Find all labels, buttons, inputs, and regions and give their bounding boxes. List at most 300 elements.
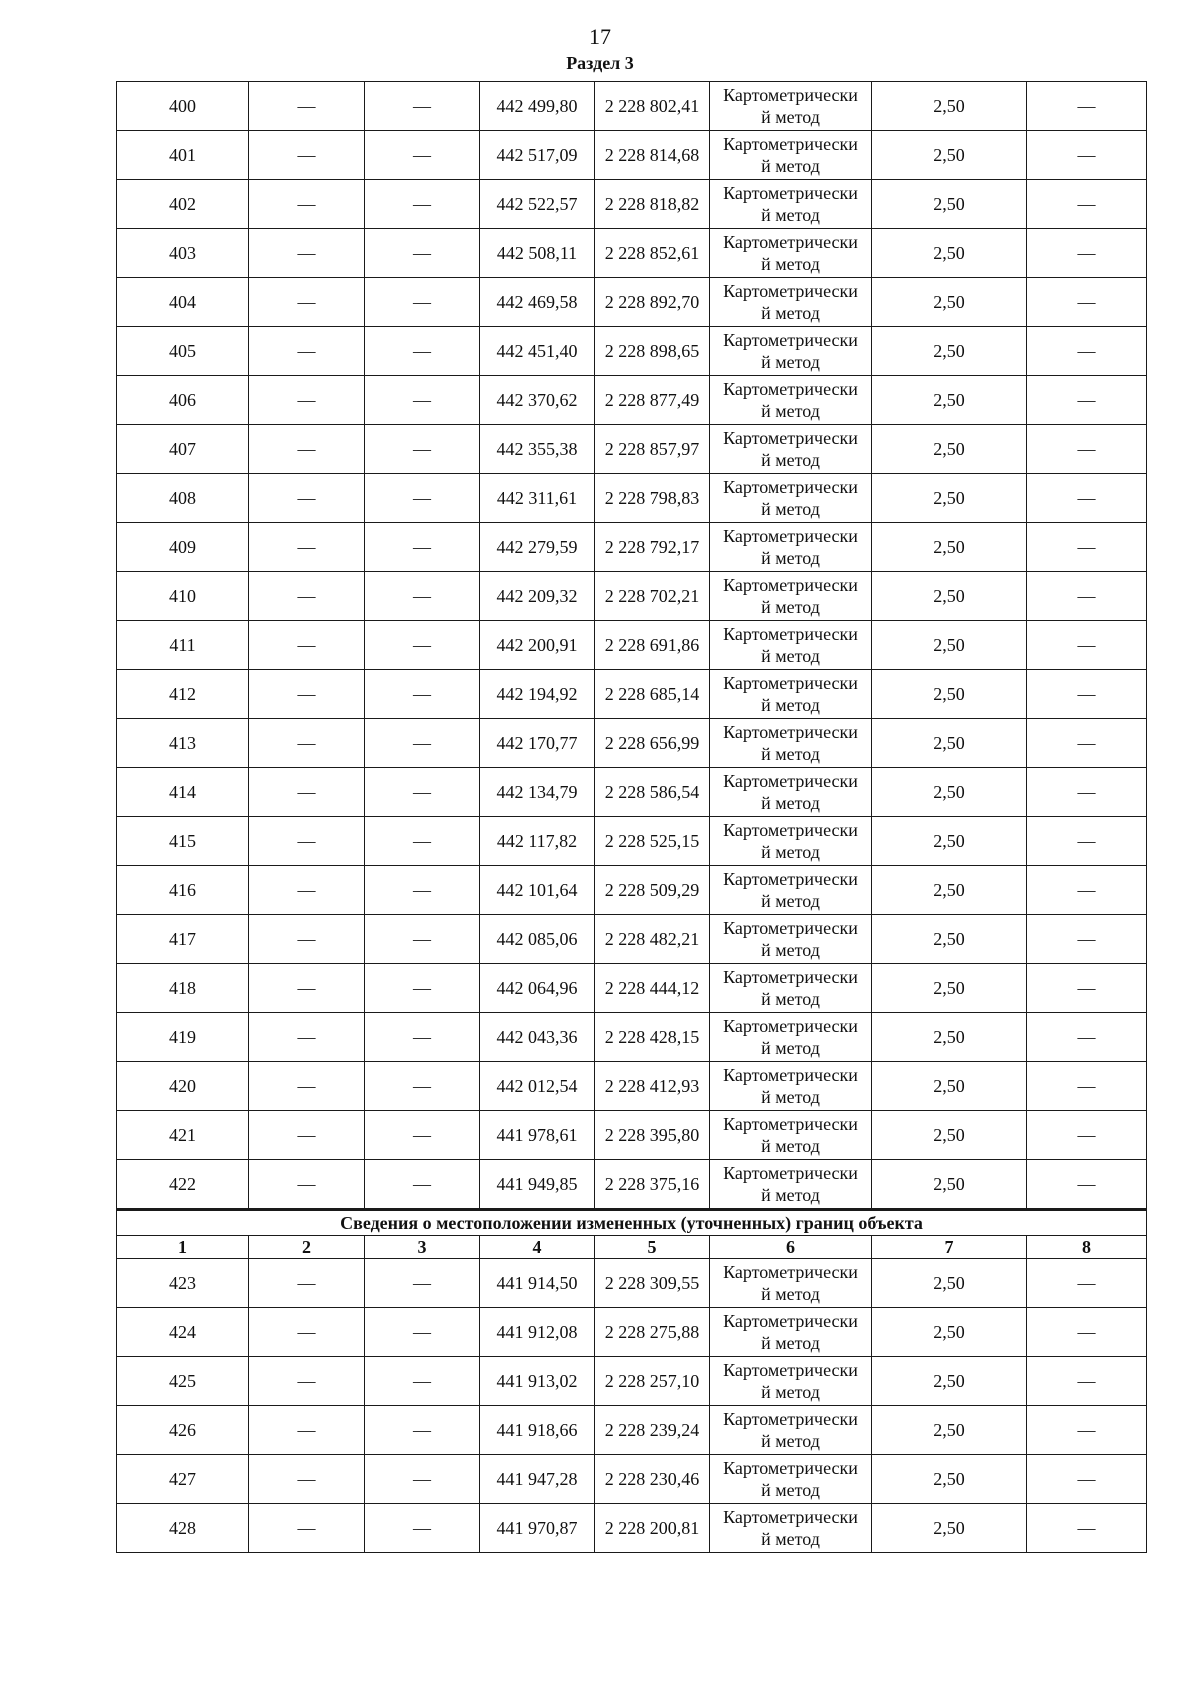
coordinate-y: 2 228 275,88 [595, 1308, 710, 1357]
coordinate-x: 442 279,59 [480, 523, 595, 572]
dash-cell: — [365, 719, 480, 768]
accuracy-value: 2,50 [872, 768, 1027, 817]
method-cell [710, 523, 872, 572]
point-number: 421 [117, 1111, 249, 1160]
method-line: Картометрически [723, 624, 858, 644]
method-cell [710, 915, 872, 964]
method-line: й метод [761, 1087, 820, 1107]
method-line: Картометрически [723, 1163, 858, 1183]
method-line: й метод [761, 548, 820, 568]
table-row [117, 1357, 1147, 1406]
dash-cell: — [365, 1062, 480, 1111]
accuracy-value: 2,50 [872, 1406, 1027, 1455]
coordinate-y: 2 228 656,99 [595, 719, 710, 768]
accuracy-value: 2,50 [872, 180, 1027, 229]
point-number: 425 [117, 1357, 249, 1406]
dash-cell: — [1027, 82, 1147, 131]
dash-cell: — [1027, 523, 1147, 572]
table-row [117, 621, 1147, 670]
dash-cell: — [249, 376, 365, 425]
coordinate-x: 442 043,36 [480, 1013, 595, 1062]
method-cell [710, 1406, 872, 1455]
point-number: 420 [117, 1062, 249, 1111]
dash-cell: — [365, 180, 480, 229]
dash-cell: — [1027, 1111, 1147, 1160]
accuracy-value: 2,50 [872, 474, 1027, 523]
point-number: 401 [117, 131, 249, 180]
method-line: Картометрически [723, 379, 858, 399]
dash-cell: — [1027, 474, 1147, 523]
dash-cell: — [1027, 1357, 1147, 1406]
dash-cell: — [249, 523, 365, 572]
point-number: 404 [117, 278, 249, 327]
point-number: 426 [117, 1406, 249, 1455]
method-cell [710, 866, 872, 915]
coordinate-y: 2 228 702,21 [595, 572, 710, 621]
method-line: й метод [761, 205, 820, 225]
method-line: й метод [761, 1333, 820, 1353]
point-number: 413 [117, 719, 249, 768]
dash-cell: — [365, 915, 480, 964]
dash-cell: — [365, 474, 480, 523]
dash-cell: — [249, 180, 365, 229]
point-number: 411 [117, 621, 249, 670]
method-line: й метод [761, 940, 820, 960]
table-row [117, 915, 1147, 964]
coordinate-y: 2 228 239,24 [595, 1406, 710, 1455]
point-number: 423 [117, 1259, 249, 1308]
coordinate-x: 442 194,92 [480, 670, 595, 719]
point-number: 428 [117, 1504, 249, 1553]
coordinate-y: 2 228 857,97 [595, 425, 710, 474]
group-header [117, 1210, 1147, 1259]
dash-cell: — [249, 229, 365, 278]
method-cell [710, 1357, 872, 1406]
column-number: 4 [480, 1236, 595, 1259]
coordinates-table [116, 81, 1147, 1553]
dash-cell: — [365, 768, 480, 817]
accuracy-value: 2,50 [872, 719, 1027, 768]
method-cell [710, 474, 872, 523]
point-number: 406 [117, 376, 249, 425]
coordinate-x: 442 085,06 [480, 915, 595, 964]
method-line: й метод [761, 1529, 820, 1549]
coordinate-x: 441 970,87 [480, 1504, 595, 1553]
method-line: Картометрически [723, 134, 858, 154]
method-line: Картометрически [723, 869, 858, 889]
table-row [117, 1406, 1147, 1455]
method-line: й метод [761, 107, 820, 127]
accuracy-value: 2,50 [872, 621, 1027, 670]
dash-cell: — [1027, 1455, 1147, 1504]
method-cell [710, 278, 872, 327]
method-line: Картометрически [723, 281, 858, 301]
dash-cell: — [365, 572, 480, 621]
table-row [117, 1013, 1147, 1062]
table-row [117, 1160, 1147, 1210]
method-line: Картометрически [723, 1360, 858, 1380]
coordinate-y: 2 228 200,81 [595, 1504, 710, 1553]
column-number: 8 [1027, 1236, 1147, 1259]
table-row [117, 278, 1147, 327]
dash-cell: — [249, 278, 365, 327]
dash-cell: — [249, 1013, 365, 1062]
column-number: 2 [249, 1236, 365, 1259]
point-number: 409 [117, 523, 249, 572]
dash-cell: — [249, 1111, 365, 1160]
dash-cell: — [249, 866, 365, 915]
coordinate-y: 2 228 230,46 [595, 1455, 710, 1504]
dash-cell: — [1027, 621, 1147, 670]
coordinate-y: 2 228 444,12 [595, 964, 710, 1013]
dash-cell: — [249, 327, 365, 376]
accuracy-value: 2,50 [872, 1455, 1027, 1504]
table-row [117, 670, 1147, 719]
dash-cell: — [1027, 1013, 1147, 1062]
dash-cell: — [249, 1062, 365, 1111]
dash-cell: — [365, 1455, 480, 1504]
point-number: 422 [117, 1160, 249, 1210]
accuracy-value: 2,50 [872, 376, 1027, 425]
dash-cell: — [249, 1259, 365, 1308]
coordinate-x: 442 522,57 [480, 180, 595, 229]
coordinate-y: 2 228 798,83 [595, 474, 710, 523]
group-heading: Сведения о местоположении измененных (уточненных) границ объекта [117, 1210, 1147, 1236]
dash-cell: — [249, 768, 365, 817]
method-line: Картометрически [723, 967, 858, 987]
method-cell [710, 1455, 872, 1504]
method-line: й метод [761, 1284, 820, 1304]
table-row [117, 719, 1147, 768]
accuracy-value: 2,50 [872, 915, 1027, 964]
point-number: 417 [117, 915, 249, 964]
coordinate-y: 2 228 482,21 [595, 915, 710, 964]
dash-cell: — [1027, 1406, 1147, 1455]
dash-cell: — [1027, 915, 1147, 964]
method-line: Картометрически [723, 722, 858, 742]
coordinate-x: 441 947,28 [480, 1455, 595, 1504]
method-cell [710, 1160, 872, 1210]
coordinate-y: 2 228 877,49 [595, 376, 710, 425]
table-row [117, 1111, 1147, 1160]
method-line: Картометрически [723, 1311, 858, 1331]
method-cell [710, 1062, 872, 1111]
dash-cell: — [249, 1504, 365, 1553]
coordinate-x: 441 978,61 [480, 1111, 595, 1160]
method-cell [710, 180, 872, 229]
coordinate-x: 441 912,08 [480, 1308, 595, 1357]
table-row [117, 572, 1147, 621]
dash-cell: — [249, 817, 365, 866]
dash-cell: — [365, 425, 480, 474]
dash-cell: — [365, 229, 480, 278]
coordinate-y: 2 228 395,80 [595, 1111, 710, 1160]
point-number: 424 [117, 1308, 249, 1357]
table-row [117, 817, 1147, 866]
method-line: й метод [761, 842, 820, 862]
dash-cell: — [249, 131, 365, 180]
coordinate-x: 442 370,62 [480, 376, 595, 425]
method-line: Картометрически [723, 1262, 858, 1282]
method-line: Картометрически [723, 575, 858, 595]
table-row [117, 1455, 1147, 1504]
method-line: Картометрически [723, 1409, 858, 1429]
dash-cell: — [249, 1357, 365, 1406]
coordinate-x: 441 914,50 [480, 1259, 595, 1308]
coordinate-x: 442 012,54 [480, 1062, 595, 1111]
point-number: 403 [117, 229, 249, 278]
table-row [117, 523, 1147, 572]
table-body-before [117, 82, 1147, 1210]
accuracy-value: 2,50 [872, 1504, 1027, 1553]
method-line: Картометрически [723, 1016, 858, 1036]
method-line: й метод [761, 646, 820, 666]
method-cell [710, 964, 872, 1013]
dash-cell: — [1027, 866, 1147, 915]
dash-cell: — [249, 425, 365, 474]
coordinate-y: 2 228 818,82 [595, 180, 710, 229]
dash-cell: — [1027, 572, 1147, 621]
coordinate-x: 442 469,58 [480, 278, 595, 327]
coordinate-x: 442 355,38 [480, 425, 595, 474]
column-numbers-row [117, 1236, 1147, 1259]
point-number: 412 [117, 670, 249, 719]
dash-cell: — [1027, 1259, 1147, 1308]
dash-cell: — [365, 621, 480, 670]
method-line: й метод [761, 793, 820, 813]
accuracy-value: 2,50 [872, 82, 1027, 131]
method-line: й метод [761, 695, 820, 715]
column-number: 5 [595, 1236, 710, 1259]
table-row [117, 82, 1147, 131]
dash-cell: — [365, 278, 480, 327]
dash-cell: — [365, 131, 480, 180]
method-line: й метод [761, 1431, 820, 1451]
method-cell [710, 131, 872, 180]
method-line: Картометрически [723, 820, 858, 840]
method-line: й метод [761, 156, 820, 176]
dash-cell: — [1027, 131, 1147, 180]
coordinate-y: 2 228 412,93 [595, 1062, 710, 1111]
table-row [117, 376, 1147, 425]
accuracy-value: 2,50 [872, 670, 1027, 719]
page-number: 17 [589, 24, 611, 49]
method-line: Картометрически [723, 1065, 858, 1085]
method-line: Картометрически [723, 1458, 858, 1478]
accuracy-value: 2,50 [872, 1111, 1027, 1160]
dash-cell: — [249, 82, 365, 131]
method-line: Картометрически [723, 1114, 858, 1134]
coordinate-y: 2 228 375,16 [595, 1160, 710, 1210]
coordinate-x: 442 117,82 [480, 817, 595, 866]
coordinate-x: 442 064,96 [480, 964, 595, 1013]
point-number: 410 [117, 572, 249, 621]
method-line: й метод [761, 597, 820, 617]
accuracy-value: 2,50 [872, 817, 1027, 866]
accuracy-value: 2,50 [872, 572, 1027, 621]
method-line: й метод [761, 499, 820, 519]
dash-cell: — [1027, 1308, 1147, 1357]
dash-cell: — [1027, 1062, 1147, 1111]
method-line: й метод [761, 450, 820, 470]
dash-cell: — [249, 1160, 365, 1210]
coordinate-y: 2 228 852,61 [595, 229, 710, 278]
dash-cell: — [1027, 376, 1147, 425]
accuracy-value: 2,50 [872, 964, 1027, 1013]
dash-cell: — [365, 1111, 480, 1160]
point-number: 415 [117, 817, 249, 866]
method-line: Картометрически [723, 477, 858, 497]
coordinate-y: 2 228 898,65 [595, 327, 710, 376]
dash-cell: — [249, 621, 365, 670]
method-line: Картометрически [723, 771, 858, 791]
dash-cell: — [365, 964, 480, 1013]
accuracy-value: 2,50 [872, 1259, 1027, 1308]
dash-cell: — [1027, 229, 1147, 278]
section-title: Раздел 3 [566, 53, 634, 73]
point-number: 427 [117, 1455, 249, 1504]
coordinate-y: 2 228 792,17 [595, 523, 710, 572]
method-line: Картометрически [723, 85, 858, 105]
table-row [117, 229, 1147, 278]
coordinate-x: 442 451,40 [480, 327, 595, 376]
table-body-after [117, 1259, 1147, 1553]
coordinate-y: 2 228 428,15 [595, 1013, 710, 1062]
dash-cell: — [249, 1406, 365, 1455]
dash-cell: — [365, 817, 480, 866]
method-cell [710, 1013, 872, 1062]
method-cell [710, 572, 872, 621]
coordinate-y: 2 228 685,14 [595, 670, 710, 719]
dash-cell: — [365, 82, 480, 131]
method-line: й метод [761, 744, 820, 764]
method-cell [710, 768, 872, 817]
coordinate-y: 2 228 691,86 [595, 621, 710, 670]
method-cell [710, 670, 872, 719]
dash-cell: — [365, 670, 480, 719]
table-row [117, 768, 1147, 817]
dash-cell: — [1027, 670, 1147, 719]
dash-cell: — [249, 964, 365, 1013]
coordinate-y: 2 228 509,29 [595, 866, 710, 915]
accuracy-value: 2,50 [872, 866, 1027, 915]
method-line: Картометрически [723, 673, 858, 693]
dash-cell: — [1027, 768, 1147, 817]
method-line: Картометрически [723, 232, 858, 252]
coordinate-x: 442 200,91 [480, 621, 595, 670]
accuracy-value: 2,50 [872, 1062, 1027, 1111]
method-line: й метод [761, 401, 820, 421]
method-line: Картометрически [723, 183, 858, 203]
point-number: 414 [117, 768, 249, 817]
method-line: Картометрически [723, 918, 858, 938]
group-heading-row [117, 1210, 1147, 1236]
table-row [117, 1062, 1147, 1111]
method-cell [710, 817, 872, 866]
dash-cell: — [365, 1308, 480, 1357]
dash-cell: — [1027, 964, 1147, 1013]
column-number: 7 [872, 1236, 1027, 1259]
dash-cell: — [365, 1013, 480, 1062]
dash-cell: — [365, 327, 480, 376]
dash-cell: — [365, 376, 480, 425]
table-row [117, 964, 1147, 1013]
accuracy-value: 2,50 [872, 278, 1027, 327]
method-line: й метод [761, 1185, 820, 1205]
point-number: 402 [117, 180, 249, 229]
accuracy-value: 2,50 [872, 1160, 1027, 1210]
dash-cell: — [365, 1504, 480, 1553]
coordinate-x: 441 913,02 [480, 1357, 595, 1406]
method-cell [710, 425, 872, 474]
coordinate-x: 442 499,80 [480, 82, 595, 131]
method-line: Картометрически [723, 1507, 858, 1527]
dash-cell: — [249, 1308, 365, 1357]
coordinate-y: 2 228 257,10 [595, 1357, 710, 1406]
dash-cell: — [249, 1455, 365, 1504]
dash-cell: — [249, 915, 365, 964]
dash-cell: — [1027, 278, 1147, 327]
coordinate-x: 442 101,64 [480, 866, 595, 915]
dash-cell: — [365, 1259, 480, 1308]
dash-cell: — [1027, 425, 1147, 474]
coordinate-y: 2 228 586,54 [595, 768, 710, 817]
table-row [117, 131, 1147, 180]
coordinate-x: 442 311,61 [480, 474, 595, 523]
dash-cell: — [1027, 817, 1147, 866]
dash-cell: — [365, 523, 480, 572]
coordinate-x: 441 949,85 [480, 1160, 595, 1210]
coordinate-x: 442 508,11 [480, 229, 595, 278]
point-number: 405 [117, 327, 249, 376]
method-cell [710, 82, 872, 131]
accuracy-value: 2,50 [872, 131, 1027, 180]
dash-cell: — [249, 670, 365, 719]
accuracy-value: 2,50 [872, 1308, 1027, 1357]
dash-cell: — [249, 474, 365, 523]
accuracy-value: 2,50 [872, 1013, 1027, 1062]
method-line: й метод [761, 891, 820, 911]
dash-cell: — [365, 866, 480, 915]
method-cell [710, 1111, 872, 1160]
coordinate-x: 442 517,09 [480, 131, 595, 180]
method-line: й метод [761, 352, 820, 372]
table-row [117, 327, 1147, 376]
method-cell [710, 1504, 872, 1553]
coordinate-y: 2 228 525,15 [595, 817, 710, 866]
method-line: й метод [761, 1480, 820, 1500]
method-cell [710, 1259, 872, 1308]
dash-cell: — [1027, 719, 1147, 768]
method-line: й метод [761, 1382, 820, 1402]
dash-cell: — [1027, 327, 1147, 376]
point-number: 400 [117, 82, 249, 131]
method-line: й метод [761, 303, 820, 323]
method-line: Картометрически [723, 330, 858, 350]
point-number: 416 [117, 866, 249, 915]
dash-cell: — [365, 1160, 480, 1210]
table-row [117, 474, 1147, 523]
table-row [117, 1308, 1147, 1357]
column-number: 1 [117, 1236, 249, 1259]
coordinate-x: 442 170,77 [480, 719, 595, 768]
dash-cell: — [249, 572, 365, 621]
table-row [117, 180, 1147, 229]
dash-cell: — [365, 1406, 480, 1455]
point-number: 408 [117, 474, 249, 523]
dash-cell: — [1027, 1160, 1147, 1210]
accuracy-value: 2,50 [872, 327, 1027, 376]
